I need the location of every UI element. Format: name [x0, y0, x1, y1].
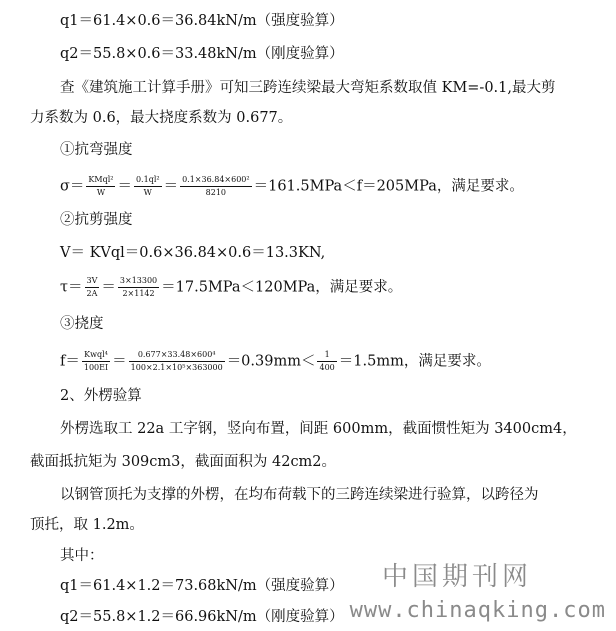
heading-deflection: ③挠度 — [60, 316, 104, 332]
fraction-kwql4 — [82, 350, 110, 373]
tau-formula — [60, 276, 402, 299]
fraction-denominator: 400 — [319, 363, 335, 372]
deflection-formula — [60, 350, 491, 373]
watermark-chinese: 中国期刊网 — [381, 562, 532, 592]
tau-result: ＝17.5MPa＜120MPa，满足要求。 — [161, 279, 403, 296]
fraction-denominator: W — [96, 188, 106, 197]
fraction-numerator: 0.1ql² — [134, 175, 162, 187]
deflection-mid: ＝0.39mm＜ — [226, 353, 316, 370]
watermark-url: www.chinaqking.com — [349, 598, 606, 623]
q2-stiffness-line-2: q2＝55.8×1.2＝66.96kN/m（刚度验算） — [60, 609, 344, 625]
heading-bending-strength: ①抗弯强度 — [60, 142, 133, 158]
fraction-numerator: Kwql⁴ — [82, 350, 110, 362]
label-wherein: 其中： — [60, 548, 104, 564]
deflection-lhs: f＝ — [60, 353, 80, 370]
deflection-result: ＝1.5mm，满足要求。 — [338, 353, 491, 370]
sigma-lhs: σ＝ — [60, 178, 85, 195]
fraction-denominator: 100×2.1×10⁵×363000 — [130, 363, 223, 372]
sigma-formula — [60, 175, 524, 198]
paragraph-span-line2: 顶托，取 1.2m。 — [30, 517, 144, 533]
fraction-limit — [317, 350, 336, 373]
fraction-numerator: 3×13300 — [118, 276, 159, 288]
fraction-values — [118, 276, 159, 299]
fraction-denominator: 8210 — [205, 188, 227, 197]
equals-sign: ＝ — [112, 353, 127, 370]
fraction-denominator: 100EI — [83, 363, 109, 372]
fraction-values — [129, 350, 225, 373]
equals-sign: ＝ — [117, 178, 132, 195]
paragraph-section-props-line1: 外楞选取工 22a 工字钢，竖向布置，间距 600mm，截面惯性矩为 3400cm4， — [60, 421, 577, 437]
paragraph-section-props-line2: 截面抵抗矩为 309cm3，截面面积为 42cm2。 — [30, 454, 337, 470]
fraction-numerator: 3V — [85, 276, 100, 288]
tau-lhs: τ＝ — [60, 279, 83, 296]
fraction-denominator: 2×1142 — [122, 289, 155, 298]
fraction-denominator: W — [143, 188, 152, 197]
equals-sign: ＝ — [163, 178, 179, 195]
fraction-numerator: 1 — [317, 350, 336, 362]
fraction-numerator: 0.1×36.84×600² — [180, 175, 252, 187]
paragraph-coefficients-line2: 力系数为 0.6，最大挠度系数为 0.677。 — [30, 110, 293, 126]
paragraph-span-line1: 以钢管顶托为支撑的外楞，在均布荷载下的三跨连续梁进行验算，以跨径为 — [60, 487, 539, 503]
q1-strength-line-2: q1＝61.4×1.2＝73.68kN/m（强度验算） — [60, 578, 344, 594]
fraction-km — [86, 175, 115, 198]
fraction-coef — [134, 175, 162, 198]
fraction-3v-2a — [85, 276, 100, 299]
sigma-result: ＝161.5MPa＜f＝205MPa，满足要求。 — [253, 178, 524, 195]
equals-sign: ＝ — [101, 279, 116, 296]
q2-stiffness-line: q2＝55.8×0.6＝33.48kN/m（刚度验算） — [60, 46, 344, 62]
fraction-values — [180, 175, 252, 198]
shear-force-line: V＝ KVql＝0.6×36.84×0.6＝13.3KN, — [60, 245, 326, 261]
paragraph-coefficients-line1: 查《建筑施工计算手册》可知三跨连续梁最大弯矩系数取值 KM=-0.1,最大剪 — [60, 80, 556, 96]
section-heading-outer-stiffener: 2、外楞验算 — [60, 388, 142, 404]
fraction-numerator: KMql² — [86, 175, 115, 187]
heading-shear-strength: ②抗剪强度 — [60, 212, 133, 228]
fraction-denominator: 2A — [86, 289, 98, 298]
fraction-numerator: 0.677×33.48×600⁴ — [129, 350, 225, 362]
q1-strength-line: q1＝61.4×0.6＝36.84kN/m（强度验算） — [60, 13, 344, 29]
